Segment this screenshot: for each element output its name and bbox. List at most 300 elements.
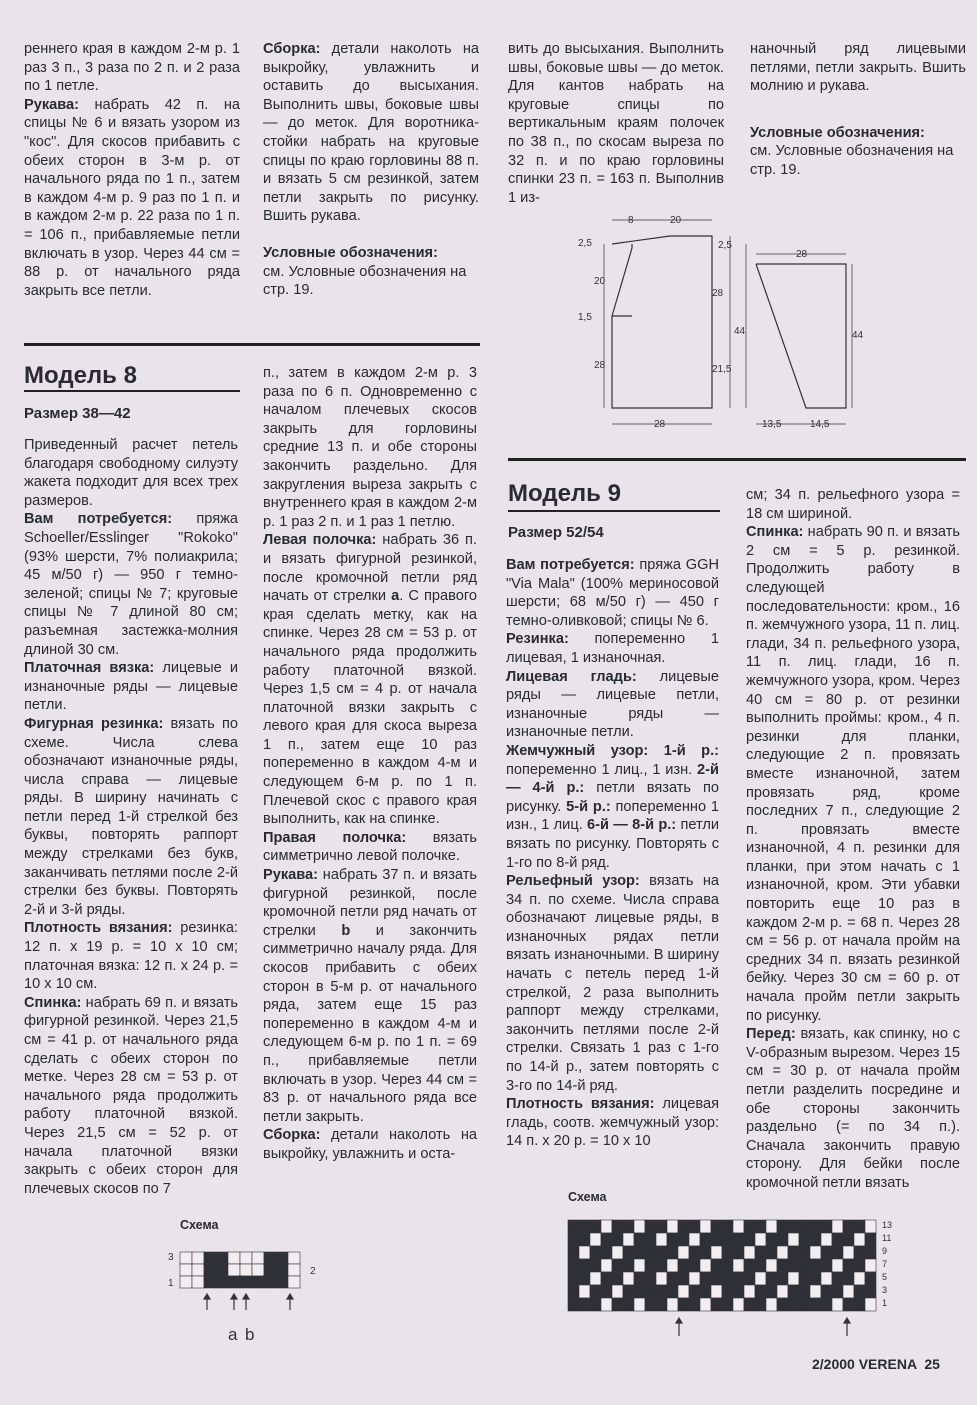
front-neck-slope (612, 248, 632, 316)
stitch-cell (843, 1285, 854, 1298)
stitch-cell (656, 1259, 667, 1272)
text: см. Условные обозначения на стр. 19. (263, 263, 467, 299)
row-number: 13 (882, 1220, 893, 1230)
stitch-cell (180, 1276, 192, 1288)
dim-label: 28 (654, 419, 666, 430)
heading: Плотность вязания: (24, 920, 173, 937)
stitch-cell (700, 1272, 711, 1285)
stitch-cell (700, 1298, 711, 1311)
dim-label: 44 (852, 330, 864, 341)
stitch-cell (788, 1298, 799, 1311)
text: резинка: 12 п. х 19 р. = 10 х 10 см; платочная вязка: 12 п. х 24 р. = 10 х 10 см. (24, 920, 238, 993)
top-col1 (24, 40, 240, 300)
stitch-cell (865, 1259, 876, 1272)
text: лицевые и изнаночные ряды — лицевые петли. (24, 660, 238, 714)
stitch-cell (843, 1233, 854, 1246)
paragraph (750, 124, 966, 180)
stitch-cell (264, 1276, 276, 1288)
heading: Спинка: (746, 524, 804, 541)
stitch-cell (601, 1285, 612, 1298)
stitch-cell (755, 1259, 766, 1272)
text: набрать 90 п. и вязать 2 см = 5 р. резинкой. Продолжить работу в следующей последовательности: кром., 16 п. жемчужного узора, 11 п. лиц. глади, 34 п. рельефного узора, 11 п. лиц. глади, 16 п. жемчужного узора, кром. Через 40 см = 80 р. от резинки выполнить проймы: кром., 4 п. резинки для планки, следующие 2 п. провязать вместе изнаночной, затем провязать ряд, кроме последних 7 п., следующие 2 п. провязать вместе изнаночной, 4 п. резинки для планки, при этом начать с 1 изнаночной, кром. Эти убавки повторить еще 10 раз в каждом 2-м р. = 68 п. Через 28 см = 56 р. от начала пройм на средних 34 п. вязать резинкой бейку. Через 30 см = 60 р. от начала пройм петли закрыть по рисунку. (746, 524, 960, 1024)
heading: Спинка: (24, 994, 82, 1011)
stitch-cell (711, 1233, 722, 1246)
paragraph (263, 364, 477, 1164)
stitch-cell (192, 1276, 204, 1288)
stitch-cell (854, 1285, 865, 1298)
stitch-cell (689, 1285, 700, 1298)
stitch-cell (601, 1220, 612, 1233)
stitch-cell (590, 1246, 601, 1259)
stitch-cell (645, 1246, 656, 1259)
sleeve-outline (756, 264, 846, 408)
stitch-cell (777, 1259, 788, 1272)
stitch-cell (854, 1220, 865, 1233)
stitch-cell (843, 1259, 854, 1272)
stitch-cell (799, 1246, 810, 1259)
stitch-cell (700, 1246, 711, 1259)
stitch-cell (733, 1246, 744, 1259)
stitch-cell (667, 1272, 678, 1285)
text: набрать 42 п. на спицы № 6 и вязать узором из "кос". Для скосов прибавить с обеих сторон в 3-м р. от начального ряда по 1 п., затем в каждом 4-м р. 9 раз по 1 п. и в каждом 2-м р. 22 раза по 1 п. = 106 п., прибавляемые петли включать в узор. Через 44 см = 88 р. от начального ряда закрыть все петли. (24, 96, 240, 299)
heading: Перед: (746, 1026, 796, 1043)
stitch-cell (276, 1276, 288, 1288)
stitch-cell (667, 1285, 678, 1298)
stitch-cell (678, 1233, 689, 1246)
stitch-cell (656, 1272, 667, 1285)
stitch-cell (832, 1233, 843, 1246)
text: вязать симметрично левой полочке. (263, 829, 477, 865)
stitch-cell (601, 1246, 612, 1259)
stitch-cell (645, 1272, 656, 1285)
stitch-cell (579, 1285, 590, 1298)
row-number: 11 (882, 1233, 892, 1243)
stitch-cell (634, 1298, 645, 1311)
stitch-cell (799, 1272, 810, 1285)
stitch-cell (744, 1233, 755, 1246)
text: см; 34 п. рельефного узора = 18 см шириной. (746, 487, 960, 522)
stitch-cell (733, 1298, 744, 1311)
stitch-cell (832, 1246, 843, 1259)
text: лицевая гладь, соотв. жемчужный узор: 14 п. х 20 р. = 10 х 10 (506, 1096, 719, 1150)
stitch-cell (579, 1272, 590, 1285)
stitch-cell (755, 1246, 766, 1259)
stitch-cell (240, 1264, 252, 1276)
row-number: 2 (310, 1266, 316, 1277)
stitch-cell (689, 1220, 700, 1233)
dim-label: 21,5 (712, 364, 732, 375)
dim-label: 8 (628, 215, 634, 226)
stitch-cell (656, 1233, 667, 1246)
stitch-cell (777, 1272, 788, 1285)
stitch-cell (612, 1285, 623, 1298)
stitch-cell (865, 1272, 876, 1285)
stitch-cell (843, 1220, 854, 1233)
stitch-cell (288, 1276, 300, 1288)
stitch-cell (865, 1246, 876, 1259)
stitch-cell (733, 1220, 744, 1233)
stitch-cell (722, 1220, 733, 1233)
paragraph (24, 436, 238, 1198)
paragraph (746, 486, 960, 1193)
dim-label: 14,5 (810, 419, 830, 430)
stitch-cell (228, 1276, 240, 1288)
stitch-cell (843, 1272, 854, 1285)
model9-title: Модель 9 (508, 480, 621, 507)
stitch-cell (865, 1285, 876, 1298)
dim-label: 2,5 (578, 238, 592, 249)
stitch-cell (678, 1272, 689, 1285)
text: петли вязать по рисунку. Повторять с 1-го по 8-й ряд. (506, 817, 720, 871)
stitch-cell (204, 1276, 216, 1288)
model9-stitch-chart (560, 1212, 910, 1352)
letter: а (391, 588, 400, 605)
stitch-cell (240, 1252, 252, 1264)
stitch-cell (843, 1298, 854, 1311)
stitch-cell (810, 1246, 821, 1259)
stitch-cell (623, 1220, 634, 1233)
stitch-cell (634, 1285, 645, 1298)
row-number: 1 (882, 1298, 888, 1308)
stitch-cell (590, 1272, 601, 1285)
stitch-cell (678, 1220, 689, 1233)
stitch-cell (700, 1233, 711, 1246)
heading: Рельефный узор: (506, 873, 640, 890)
stitch-cell (634, 1233, 645, 1246)
stitch-cell (645, 1259, 656, 1272)
paragraph: наночный ряд лицевыми петлями, петли закрыть. Вшить молнию и рукава. (750, 41, 966, 95)
stitch-cell (216, 1264, 228, 1276)
stitch-cell (755, 1233, 766, 1246)
model8-stitch-chart (160, 1244, 330, 1354)
stitch-cell (733, 1259, 744, 1272)
text: детали наколоть на выкройку, увлажнить и оста- (263, 1127, 477, 1162)
text: вязать по схеме. Числа слева обозначают изнаночные ряды, числа справа — лицевые ряды. В ширину начинать с петли перед 1-й стрелкой без буквы, повторять раппорт между стрелками без букв, заканчивать петлями после 2-й стрелки без буквы. Повторять 2-й и 3-й ряды. (24, 715, 238, 918)
stitch-cell (766, 1285, 777, 1298)
page-footer: 2/2000 VERENA 25 (812, 1356, 940, 1372)
model8-col1 (24, 436, 238, 1198)
stitch-cell (722, 1233, 733, 1246)
row-number: 3 (882, 1285, 888, 1295)
stitch-cell (810, 1233, 821, 1246)
stitch-cell (832, 1285, 843, 1298)
text: вязать на 34 п. по схеме. Числа справа обозначают лицевые ряды, в изнаночных рядах петли вязать изнаночными. В ширину начать с петель перед 1-й стрелкой, 2 раза выполнить раппорт между стрелками, закончить петлями после 2-й стрелки. Связать 1 раз с 1-го по 14-й р., затем повторять с 3-го по 14-й ряд. (506, 873, 719, 1094)
stitch-cell (590, 1259, 601, 1272)
dim-label: 1,5 (578, 312, 592, 323)
stitch-cell (755, 1298, 766, 1311)
stitch-cell (788, 1259, 799, 1272)
stitch-cell (689, 1259, 700, 1272)
paragraph (263, 244, 479, 300)
arrow-letter-a: a (228, 1325, 238, 1344)
stitch-cell (601, 1233, 612, 1246)
dim-label: 20 (670, 215, 682, 226)
paragraph (506, 556, 719, 1151)
section-rule (508, 458, 966, 461)
stitch-cell (766, 1259, 777, 1272)
stitch-cell (656, 1298, 667, 1311)
stitch-cell (722, 1298, 733, 1311)
text: Приведенный расчет петель благодаря свободному силуэту жакета подходит для всех трех размеров. (24, 437, 238, 509)
stitch-cell (711, 1272, 722, 1285)
stitch-cell (204, 1264, 216, 1276)
row-number: 9 (882, 1246, 888, 1256)
stitch-cell (601, 1298, 612, 1311)
stitch-cell (634, 1259, 645, 1272)
stitch-cell (821, 1259, 832, 1272)
stitch-cell (192, 1264, 204, 1276)
arrow-letter-b: b (245, 1325, 255, 1344)
stitch-cell (656, 1246, 667, 1259)
stitch-cell (623, 1298, 634, 1311)
stitch-cell (612, 1220, 623, 1233)
stitch-cell (288, 1264, 300, 1276)
model8-col2 (263, 364, 477, 1164)
stitch-cell (810, 1272, 821, 1285)
stitch-cell (700, 1285, 711, 1298)
stitch-cell (678, 1285, 689, 1298)
stitch-cell (216, 1276, 228, 1288)
stitch-cell (810, 1285, 821, 1298)
model9-chart-label: Схема (568, 1190, 607, 1204)
stitch-cell (204, 1252, 216, 1264)
stitch-cell (601, 1259, 612, 1272)
stitch-cell (264, 1264, 276, 1276)
heading: 6-й — 8-й р.: (587, 817, 677, 834)
stitch-cell (755, 1272, 766, 1285)
stitch-cell (601, 1272, 612, 1285)
stitch-cell (733, 1233, 744, 1246)
stitch-cell (777, 1298, 788, 1311)
stitch-cell (612, 1233, 623, 1246)
stitch-cell (228, 1264, 240, 1276)
text: лицевые ряды — лицевые петли, изнаночные ряды — изнаночные петли. (506, 668, 719, 741)
stitch-cell (645, 1220, 656, 1233)
text: вязать, как спинку, но с V-образным вырезом. Через 15 см = 30 р. от начала пройм петли разделить посредине и обе стороны закончить раздельно (= по 34 п.). Сначала закончить правую сторону. Для бейки после кромочной петли вязать (746, 1026, 960, 1191)
stitch-cell (788, 1220, 799, 1233)
stitch-cell (799, 1285, 810, 1298)
stitch-cell (766, 1298, 777, 1311)
heading: Лицевая гладь: (506, 668, 637, 685)
stitch-cell (634, 1220, 645, 1233)
stitch-cell (766, 1246, 777, 1259)
paragraph: вить до высыхания. Выполнить швы, боковые швы — до меток. Для кантов набрать на круговые спицы по вертикальным краям полочек по 38 п., по скосам выреза по 32 п. и по краю горловины спинки 23 п. = 163 п. Выполнив 1 из- (508, 41, 724, 206)
stitch-cell (821, 1285, 832, 1298)
stitch-cell (854, 1246, 865, 1259)
text: набрать 36 п. и вязать фигурной резинкой, после кромочной петли ряд начать от стрелки (263, 532, 477, 605)
top-col4 (750, 40, 966, 180)
stitch-cell (821, 1246, 832, 1259)
heading: Резинка: (506, 631, 569, 648)
front-piece-outline (612, 236, 712, 408)
stitch-cell (667, 1298, 678, 1311)
stitch-cell (854, 1233, 865, 1246)
dim-label: 28 (796, 249, 808, 260)
stitch-cell (722, 1246, 733, 1259)
model8-size: Размер 38—42 (24, 405, 131, 422)
stitch-cell (579, 1220, 590, 1233)
stitch-cell (568, 1220, 579, 1233)
dim-label: 13,5 (762, 419, 782, 430)
stitch-cell (711, 1259, 722, 1272)
stitch-cell (799, 1298, 810, 1311)
model9-size: Размер 52/54 (508, 524, 604, 541)
stitch-cell (832, 1272, 843, 1285)
heading-sborka: Сборка: (263, 41, 321, 57)
stitch-cell (228, 1252, 240, 1264)
stitch-cell (689, 1246, 700, 1259)
stitch-cell (788, 1246, 799, 1259)
stitch-cell (799, 1220, 810, 1233)
paragraph (24, 40, 240, 300)
stitch-cell (810, 1298, 821, 1311)
stitch-cell (623, 1259, 634, 1272)
stitch-cell (634, 1246, 645, 1259)
stitch-cell (733, 1285, 744, 1298)
stitch-cell (843, 1246, 854, 1259)
stitch-cell (854, 1298, 865, 1311)
heading-rukava: Рукава: (24, 96, 80, 113)
stitch-cell (821, 1233, 832, 1246)
stitch-cell (755, 1285, 766, 1298)
heading: Левая полочка: (263, 532, 377, 549)
stitch-cell (832, 1259, 843, 1272)
text: и закончить симметрично началу ряда. Для скосов прибавить с обеих сторон в 5-м р. от начального ряда, затем еще 15 раз попеременно в каждом 4-м и следующем 6-м р. по 1 п. = 69 п., прибавляемые петли включать в узор. Через 44 см = 83 р. от начального ряда все петли закрыть. (263, 922, 477, 1125)
text: . С правого края сделать метку, как на спинке. Через 28 см = 53 р. от начального ряда продолжить работу платочной вязкой. Через 1,5 см = 4 р. от начала платочной вязки закрыть с левого края для скоса выреза 1 п., затем еще 10 раз попеременно в каждом 4-м и следующем 6-м р. по 1 п. Плечевой скос с правого края выполнить, как на спинке. (263, 588, 477, 828)
stitch-cell (590, 1220, 601, 1233)
dim-label: 28 (594, 360, 606, 371)
stitch-cell (755, 1220, 766, 1233)
stitch-cell (656, 1285, 667, 1298)
heading: Рукава: (263, 867, 319, 884)
model8-title: Модель 8 (24, 362, 137, 389)
stitch-cell (612, 1272, 623, 1285)
text: пряжа GGH "Via Mala" (100% мериносовой шерсти; 68 м/50 г) — 450 г темно-оливковой; спицы № 6. (506, 557, 719, 629)
text: п., затем в каждом 2-м р. 3 раза по 6 п. Одновременно с началом плечевых скосов закрыть для горловины средние 13 п. и обе стороны закончить раздельно. Для закругления выреза закрыть с внутреннего края в каждом 2-м р. 1 раз 2 п. и 1 раз 1 петлю. (263, 365, 477, 530)
top-col2 (263, 40, 479, 300)
stitch-cell (276, 1264, 288, 1276)
stitch-cell (799, 1259, 810, 1272)
heading: Плотность вязания: (506, 1096, 655, 1113)
stitch-cell (252, 1252, 264, 1264)
dim-label: 2,5 (718, 240, 732, 251)
text: набрать 37 п. и вязать фигурной резинкой, после кромочной петли ряд начать от стрелки (263, 867, 477, 939)
stitch-cell (689, 1272, 700, 1285)
stitch-cell (722, 1272, 733, 1285)
stitch-cell (180, 1264, 192, 1276)
text: детали наколоть на выкройку, увлажнить и оставить до высыхания. Выполнить швы, боковые швы — до меток. Для воротника-стойки набрать на круговые спицы по краю горловины 88 п. и вязать 5 см резинкой, затем петли закрыть по рисунку. Вшить рукава. (263, 41, 479, 225)
title-underline (508, 510, 720, 512)
text: реннего края в каждом 2-м р. 1 раз 3 п., 3 раза по 2 п. и 2 раза по 1 петле. (24, 41, 240, 95)
stitch-cell (579, 1246, 590, 1259)
stitch-cell (579, 1233, 590, 1246)
stitch-cell (612, 1246, 623, 1259)
stitch-cell (645, 1298, 656, 1311)
stitch-cell (568, 1298, 579, 1311)
stitch-cell (568, 1233, 579, 1246)
stitch-cell (678, 1246, 689, 1259)
stitch-cell (264, 1252, 276, 1264)
stitch-cell (788, 1285, 799, 1298)
stitch-cell (854, 1259, 865, 1272)
text: петли вязать по рисунку. (506, 780, 719, 815)
stitch-cell (667, 1220, 678, 1233)
stitch-cell (252, 1264, 264, 1276)
stitch-cell (744, 1246, 755, 1259)
stitch-cell (777, 1233, 788, 1246)
heading: 5-й р.: (566, 798, 611, 815)
stitch-cell (821, 1220, 832, 1233)
stitch-cell (810, 1220, 821, 1233)
stitch-cell (777, 1246, 788, 1259)
model8-chart-label: Схема (180, 1218, 219, 1232)
top-col3 (508, 40, 724, 207)
stitch-cell (656, 1220, 667, 1233)
stitch-cell (711, 1298, 722, 1311)
stitch-cell (579, 1259, 590, 1272)
stitch-cell (252, 1276, 264, 1288)
text: попеременно 1 изн., 1 лиц. (506, 798, 719, 834)
stitch-cell (612, 1259, 623, 1272)
stitch-cell (180, 1252, 192, 1264)
stitch-cell (678, 1259, 689, 1272)
stitch-cell (667, 1259, 678, 1272)
heading: Фигурная резинка: (24, 715, 164, 732)
stitch-cell (744, 1272, 755, 1285)
dim-label: 44 (734, 326, 746, 337)
row-number: 7 (882, 1259, 888, 1269)
stitch-cell (777, 1220, 788, 1233)
stitch-cell (788, 1272, 799, 1285)
stitch-cell (766, 1272, 777, 1285)
stitch-cell (590, 1233, 601, 1246)
row-number: 5 (882, 1272, 888, 1282)
paragraph (263, 40, 479, 226)
stitch-cell (832, 1220, 843, 1233)
stitch-cell (689, 1298, 700, 1311)
stitch-cell (568, 1272, 579, 1285)
model9-col3 (506, 556, 719, 1151)
text: набрать 69 п. и вязать фигурной резинкой. Через 21,5 см = 41 р. от начального ряда сделать с обеих сторон по метке. Через 28 см = 53 р. от начального ряда продолжить работу платочной вязкой. Через 21,5 см = 52 р. от начала платочной вязки закрыть с обеих сторон для плечевых скосов по 7 (24, 994, 238, 1197)
section-rule (24, 343, 480, 346)
heading: Платочная вязка: (24, 660, 155, 677)
stitch-cell (623, 1272, 634, 1285)
stitch-cell (744, 1285, 755, 1298)
stitch-cell (711, 1285, 722, 1298)
stitch-cell (689, 1233, 700, 1246)
stitch-cell (645, 1233, 656, 1246)
stitch-cell (623, 1233, 634, 1246)
stitch-cell (788, 1233, 799, 1246)
stitch-cell (240, 1276, 252, 1288)
stitch-cell (810, 1259, 821, 1272)
stitch-cell (854, 1272, 865, 1285)
heading: Сборка: (263, 1127, 321, 1144)
stitch-cell (288, 1252, 300, 1264)
stitch-cell (667, 1233, 678, 1246)
heading: Вам потребуется: (506, 557, 635, 573)
stitch-cell (700, 1220, 711, 1233)
letter: b (341, 922, 351, 939)
stitch-cell (216, 1252, 228, 1264)
heading: 2-й — 4-й р.: (506, 761, 719, 797)
stitch-cell (832, 1298, 843, 1311)
stitch-cell (766, 1233, 777, 1246)
dim-label: 28 (712, 288, 724, 299)
stitch-cell (276, 1252, 288, 1264)
stitch-cell (766, 1220, 777, 1233)
heading-legend: Условные обозначения: (263, 244, 438, 261)
